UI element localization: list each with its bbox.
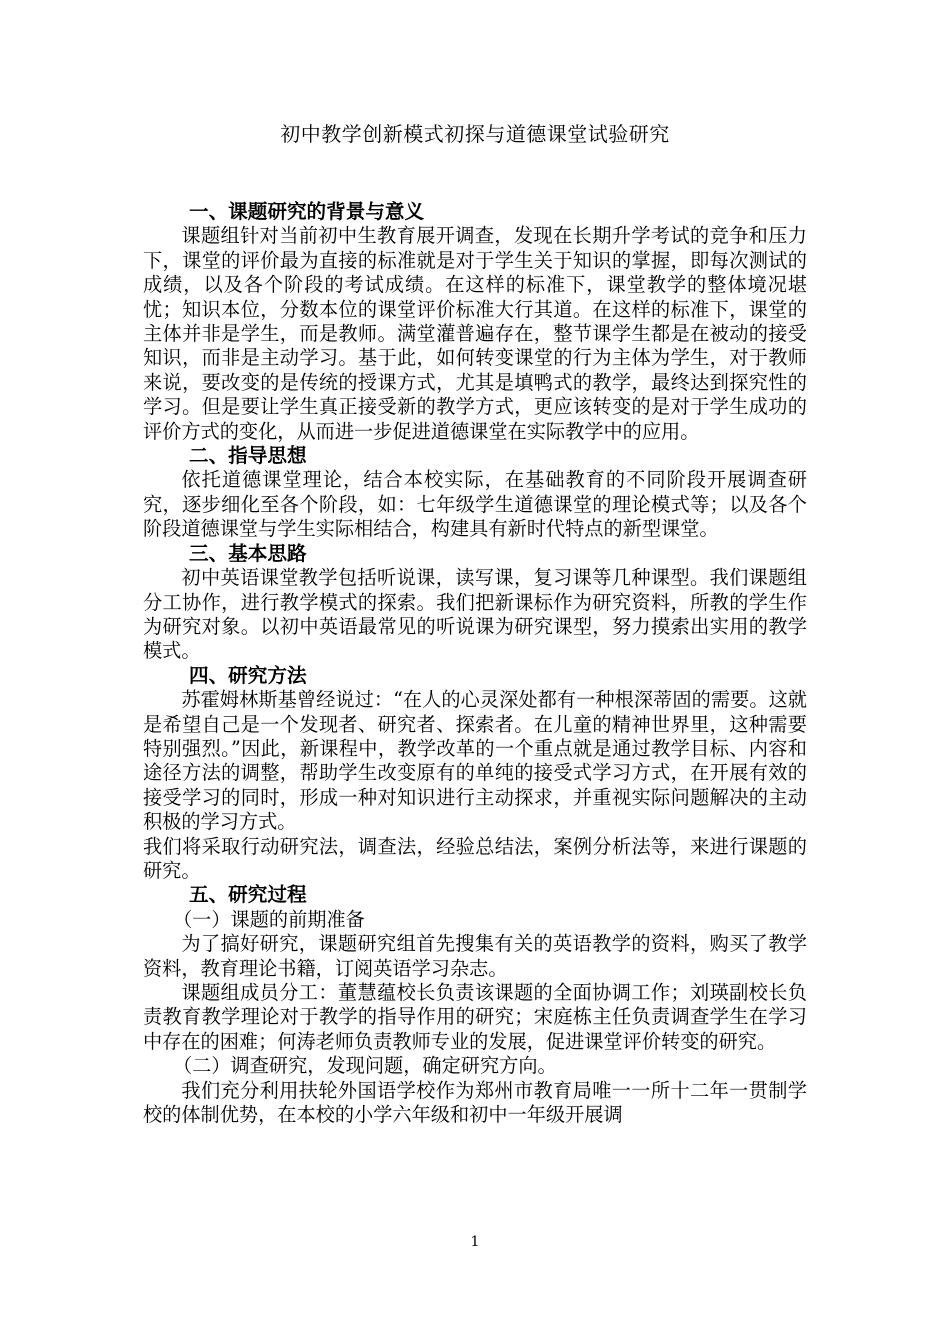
page-number: 1 bbox=[470, 1234, 480, 1250]
paragraph-preparation-materials: 为了搞好研究，课题研究组首先搜集有关的英语教学的资料，购买了教学资料，教育理论书籍，订阅英语学习杂志。 bbox=[143, 932, 807, 980]
paragraph-basic-approach: 初中英语课堂教学包括听说课，读写课，复习课等几种课型。我们课题组分工协作，进行教学模式的探索。我们把新课标作为研究资料，所教的学生作为研究对象。以初中英语最常见的听说课为研究课型，努力摸索出实用的教学模式。 bbox=[143, 566, 807, 663]
paragraph-research-methods-quote: 苏霍姆林斯基曾经说过：“在人的心灵深处都有一种根深蒂固的需要。这就是希望自己是一个发现者、研究者、探索者。在儿童的精神世界里，这种需要特别强烈。”因此，新课程中，教学改革的一个重点就是通过教学目标、内容和途径方法的调整，帮助学生改变原有的单纯的接受式学习方式，在开展有效的接受学习的同时，形成一种对知识进行主动探求，并重视实际问题解决的主动积极的学习方式。 bbox=[143, 688, 807, 834]
section-heading-basic-approach: 三、基本思路 bbox=[189, 541, 307, 565]
section-heading-research-process: 五、研究过程 bbox=[189, 883, 307, 907]
section-heading-background: 一、课题研究的背景与意义 bbox=[189, 200, 425, 223]
paragraph-investigation: 我们充分利用扶轮外国语学校作为郑州市教育局唯一一所十二年一贯制学校的体制优势，在本校的小学六年级和初中一年级开展调 bbox=[143, 1078, 807, 1127]
paragraph-background: 课题组针对当前初中生教育展开调查，发现在长期升学考试的竞争和压力下，课堂的评价最为直接的标准就是对于学生关于知识的掌握，即每次测试的成绩，以及各个阶段的考试成绩。在这样的标准下，课堂教学的整体境况堪忧；知识本位，分数本位的课堂评价标准大行其道。在这样的标准下，课堂的主体并非是学生，而是教师。满堂灌普遍存在，整节课学生都是在被动的接受知识，而非是主动学习。基于此，如何转变课堂的行为主体为学生，对于教师来说，要改变的是传统的授课方式，尤其是填鸭式的教学，最终达到探究性的学习。但是要让学生真正接受新的教学方式，更应该转变的是对于学生成功的评价方式的变化，从而进一步促进道德课堂在实际教学中的应用。 bbox=[143, 224, 807, 443]
paragraph-team-division: 课题组成员分工：董慧蕴校长负责该课题的全面协调工作；刘瑛副校长负责教育教学理论对于教学的指导作用的研究；宋庭栋主任负责调查学生在学习中存在的困难；何涛老师负责教师专业的发展，促进课堂评价转变的研究。 bbox=[143, 981, 807, 1053]
document-title: 初中教学创新模式初探与道德课堂试验研究 bbox=[280, 122, 670, 146]
paragraph-guiding-thought: 依托道德课堂理论，结合本校实际，在基础教育的不同阶段开展调查研究，逐步细化至各个阶段，如：七年级学生道德课堂的理论模式等；以及各个阶段道德课堂与学生实际相结合，构建具有新时代特点的新型课堂。 bbox=[143, 468, 807, 541]
paragraph-research-methods-list: 我们将采取行动研究法，调查法，经验总结法，案例分析法等，来进行课题的研究。 bbox=[143, 834, 807, 882]
section-heading-research-methods: 四、研究方法 bbox=[189, 663, 307, 687]
subsection-heading-preparation: （一）课题的前期准备 bbox=[173, 907, 365, 931]
section-heading-guiding-thought: 二、指导思想 bbox=[189, 444, 307, 468]
document-body bbox=[143, 200, 807, 1127]
subsection-heading-investigation: （二）调查研究，发现问题，确定研究方向。 bbox=[173, 1054, 557, 1078]
